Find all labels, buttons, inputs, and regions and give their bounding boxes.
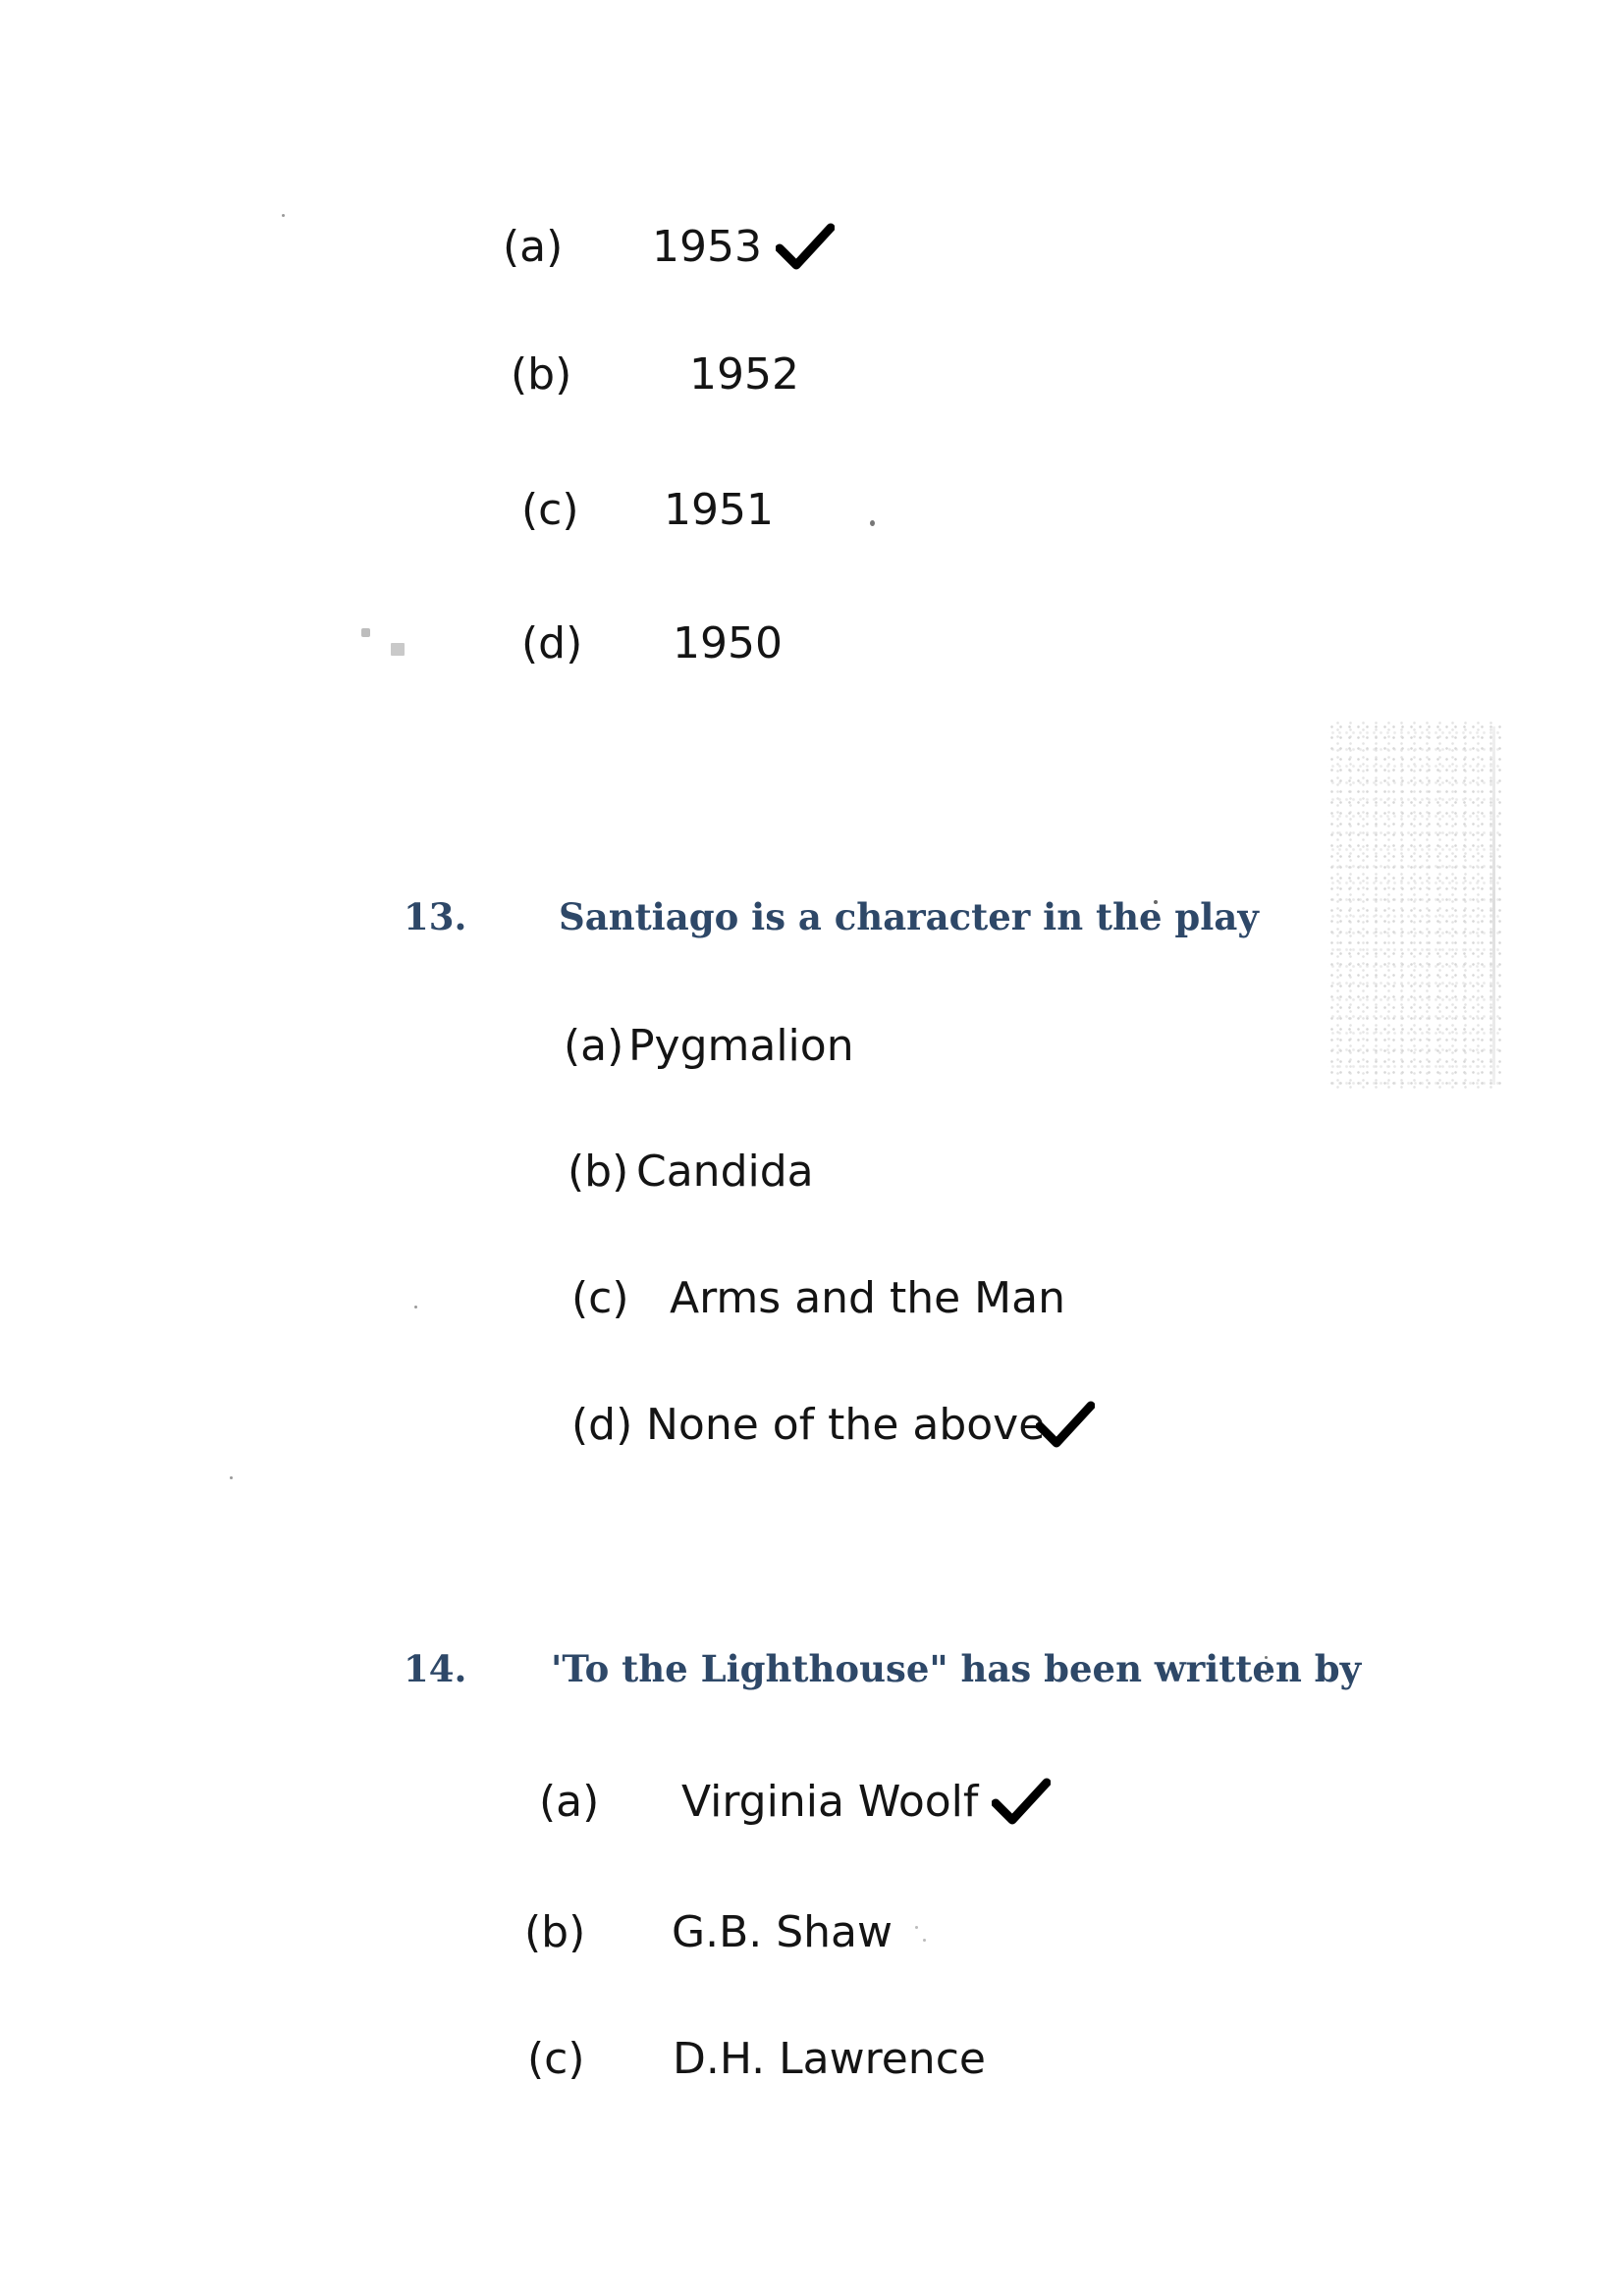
q13-option-a-label: (a) bbox=[564, 1021, 624, 1071]
scan-speck bbox=[391, 643, 405, 656]
q14-option-c-text: D.H. Lawrence bbox=[673, 2034, 986, 2084]
question-14-number: 14. bbox=[404, 1647, 467, 1690]
q12-option-a-label: (a) bbox=[503, 222, 564, 272]
question-13-text: Santiago is a character in the play bbox=[559, 895, 1259, 938]
q13-option-c-text: Arms and the Man bbox=[670, 1273, 1065, 1323]
q12-option-c-text: 1951 bbox=[664, 485, 774, 535]
scan-speck bbox=[361, 628, 370, 637]
q12-option-c-label: (c) bbox=[521, 485, 579, 535]
check-mark-icon bbox=[776, 222, 835, 271]
q13-option-b-label: (b) bbox=[568, 1147, 629, 1197]
scan-speck bbox=[414, 1306, 417, 1308]
scan-speck bbox=[282, 214, 285, 217]
question-13-number: 13. bbox=[404, 895, 467, 938]
q13-option-c-label: (c) bbox=[571, 1273, 629, 1323]
q13-option-d-label: (d) bbox=[571, 1400, 633, 1450]
q14-option-a-text: Virginia Woolf bbox=[681, 1777, 979, 1827]
q12-option-d-label: (d) bbox=[521, 618, 583, 668]
check-mark-icon bbox=[1036, 1400, 1095, 1449]
q13-option-d-text: None of the above bbox=[646, 1400, 1046, 1450]
q13-option-b-text: Candida bbox=[636, 1147, 814, 1197]
scan-speck bbox=[870, 520, 875, 526]
q12-option-b-text: 1952 bbox=[689, 349, 799, 400]
q12-option-b-label: (b) bbox=[511, 349, 572, 400]
question-14-text: 'To the Lighthouse" has been written by bbox=[551, 1647, 1362, 1690]
scan-speck bbox=[915, 1926, 918, 1929]
check-mark-icon bbox=[992, 1777, 1051, 1826]
q12-option-a-text: 1953 bbox=[652, 222, 762, 272]
scan-noise-edge bbox=[1492, 726, 1495, 1085]
scan-speck bbox=[230, 1476, 233, 1479]
q12-option-d-text: 1950 bbox=[673, 618, 783, 668]
q14-option-b-label: (b) bbox=[524, 1907, 586, 1957]
q14-option-a-label: (a) bbox=[539, 1777, 600, 1827]
q13-option-a-text: Pygmalion bbox=[628, 1021, 854, 1071]
scan-speck bbox=[923, 1939, 926, 1942]
q14-option-c-label: (c) bbox=[527, 2034, 585, 2084]
q14-option-b-text: G.B. Shaw bbox=[672, 1907, 893, 1957]
scan-noise bbox=[1327, 721, 1502, 1090]
